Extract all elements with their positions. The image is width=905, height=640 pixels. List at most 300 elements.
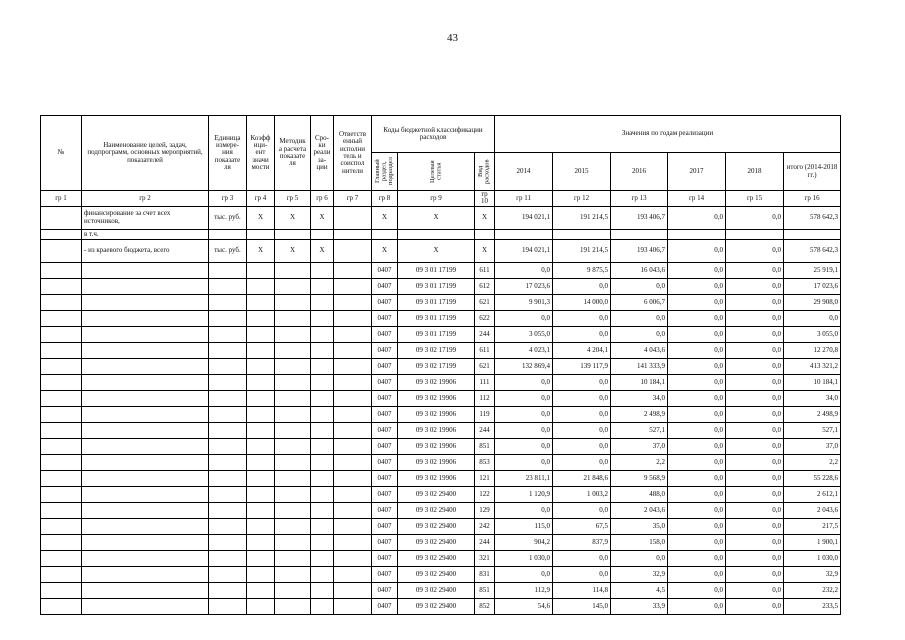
cell-article: Х [398, 206, 475, 229]
cell-unit [209, 406, 247, 422]
cell-section: 0407 [372, 566, 398, 582]
cell-unit [209, 598, 247, 614]
cell-name [82, 422, 209, 438]
cell-name [82, 278, 209, 294]
cell-v2016: 0,0 [611, 326, 668, 342]
cell-method [275, 358, 311, 374]
cell-name: в т.ч. [82, 229, 209, 239]
cell-section: 0407 [372, 422, 398, 438]
cell-num [41, 438, 82, 454]
cell-num [41, 390, 82, 406]
summary-row [41, 229, 841, 239]
cell-article: 09 3 02 17199 [398, 358, 475, 374]
cell-section [372, 229, 398, 239]
cell-v2018: 0,0 [726, 206, 784, 229]
cell-name [82, 454, 209, 470]
cell-article: 09 3 02 19906 [398, 422, 475, 438]
cell-coef: Х [247, 206, 275, 229]
cell-term [311, 438, 334, 454]
column-number: гр 10 [475, 191, 495, 207]
cell-v2017: 0,0 [668, 598, 726, 614]
cell-v2016: 10 184,1 [611, 374, 668, 390]
cell-v2018: 0,0 [726, 518, 784, 534]
cell-num [41, 566, 82, 582]
cell-v2014: 0,0 [495, 438, 553, 454]
cell-term [311, 486, 334, 502]
cell-num [41, 454, 82, 470]
cell-term [311, 229, 334, 239]
cell-unit [209, 566, 247, 582]
cell-section: 0407 [372, 598, 398, 614]
table-row [41, 422, 841, 438]
cell-v2015: 0,0 [553, 454, 611, 470]
cell-name [82, 550, 209, 566]
cell-resp [334, 262, 372, 278]
cell-method [275, 422, 311, 438]
cell-total: 12 270,8 [784, 342, 841, 358]
header-year-2016: 2016 [611, 153, 668, 191]
cell-v2014: 0,0 [495, 374, 553, 390]
cell-v2014: 904,2 [495, 534, 553, 550]
cell-term [311, 358, 334, 374]
cell-num [41, 278, 82, 294]
cell-v2017: 0,0 [668, 502, 726, 518]
cell-method [275, 278, 311, 294]
cell-v2017: 0,0 [668, 262, 726, 278]
cell-term [311, 470, 334, 486]
cell-total: 2,2 [784, 454, 841, 470]
cell-coef [247, 438, 275, 454]
table-row [41, 294, 841, 310]
cell-method [275, 550, 311, 566]
cell-method [275, 502, 311, 518]
cell-total: 2 612,1 [784, 486, 841, 502]
cell-unit: тыс. руб. [209, 239, 247, 262]
cell-name [82, 502, 209, 518]
cell-term [311, 454, 334, 470]
cell-v2016: 0,0 [611, 550, 668, 566]
header-year-2015: 2015 [553, 153, 611, 191]
cell-v2016: 16 043,6 [611, 262, 668, 278]
cell-article: 09 3 02 29400 [398, 598, 475, 614]
header-code-type: Вид расходов [477, 159, 491, 184]
cell-section: 0407 [372, 294, 398, 310]
cell-total: 0,0 [784, 310, 841, 326]
cell-unit [209, 342, 247, 358]
column-number: гр 16 [784, 191, 841, 207]
cell-name [82, 438, 209, 454]
cell-name [82, 406, 209, 422]
cell-v2018: 0,0 [726, 239, 784, 262]
cell-resp [334, 486, 372, 502]
cell-article: 09 3 02 19906 [398, 406, 475, 422]
cell-type: 112 [475, 390, 495, 406]
cell-num [41, 470, 82, 486]
cell-num [41, 326, 82, 342]
cell-total: 217,5 [784, 518, 841, 534]
cell-coef [247, 262, 275, 278]
cell-total: 1 900,1 [784, 534, 841, 550]
cell-coef: Х [247, 239, 275, 262]
cell-type: 622 [475, 310, 495, 326]
cell-v2016: 193 406,7 [611, 239, 668, 262]
cell-term [311, 390, 334, 406]
cell-num [41, 550, 82, 566]
cell-v2018: 0,0 [726, 326, 784, 342]
cell-total: 527,1 [784, 422, 841, 438]
cell-name [82, 374, 209, 390]
cell-method [275, 342, 311, 358]
cell-term [311, 310, 334, 326]
cell-coef [247, 342, 275, 358]
cell-v2015: 0,0 [553, 502, 611, 518]
cell-section: 0407 [372, 582, 398, 598]
cell-resp [334, 294, 372, 310]
table-row [41, 390, 841, 406]
cell-resp [334, 566, 372, 582]
cell-unit [209, 438, 247, 454]
table-row [41, 486, 841, 502]
cell-v2015: 0,0 [553, 422, 611, 438]
cell-term [311, 326, 334, 342]
cell-total: 413 321,2 [784, 358, 841, 374]
cell-resp [334, 229, 372, 239]
cell-coef [247, 422, 275, 438]
cell-coef [247, 326, 275, 342]
cell-resp [334, 406, 372, 422]
cell-term [311, 550, 334, 566]
cell-v2017: 0,0 [668, 294, 726, 310]
cell-unit [209, 454, 247, 470]
cell-unit [209, 326, 247, 342]
column-number: гр 8 [372, 191, 398, 207]
cell-name: - из краевого бюджета, всего [82, 239, 209, 262]
cell-resp [334, 422, 372, 438]
cell-resp [334, 454, 372, 470]
cell-num [41, 294, 82, 310]
cell-v2017: 0,0 [668, 422, 726, 438]
cell-section: 0407 [372, 470, 398, 486]
cell-unit [209, 294, 247, 310]
cell-term [311, 342, 334, 358]
cell-v2014: 9 901,3 [495, 294, 553, 310]
cell-method [275, 534, 311, 550]
cell-unit [209, 374, 247, 390]
header-year-2014: 2014 [495, 153, 553, 191]
cell-method: Х [275, 206, 311, 229]
cell-name [82, 390, 209, 406]
table-row [41, 278, 841, 294]
cell-coef [247, 294, 275, 310]
cell-coef [247, 566, 275, 582]
cell-section: Х [372, 239, 398, 262]
cell-v2017: 0,0 [668, 278, 726, 294]
cell-article: 09 3 02 29400 [398, 566, 475, 582]
cell-v2014: 115,0 [495, 518, 553, 534]
header-codes: Коды бюджетной классификации расходов [372, 116, 495, 153]
cell-section: 0407 [372, 374, 398, 390]
column-number: гр 4 [247, 191, 275, 207]
cell-v2016: 0,0 [611, 310, 668, 326]
cell-v2017: 0,0 [668, 390, 726, 406]
header-num: № [41, 116, 82, 191]
cell-v2015: 145,0 [553, 598, 611, 614]
cell-v2018: 0,0 [726, 438, 784, 454]
cell-resp [334, 239, 372, 262]
cell-unit [209, 534, 247, 550]
cell-v2017: 0,0 [668, 582, 726, 598]
cell-article: 09 3 02 29400 [398, 550, 475, 566]
cell-num [41, 502, 82, 518]
table-row [41, 342, 841, 358]
cell-type: 244 [475, 326, 495, 342]
cell-v2016: 141 333,9 [611, 358, 668, 374]
cell-article: 09 3 02 19906 [398, 438, 475, 454]
cell-v2014: 1 120,9 [495, 486, 553, 502]
cell-v2014: 0,0 [495, 502, 553, 518]
cell-v2015: 139 117,9 [553, 358, 611, 374]
column-number: гр 3 [209, 191, 247, 207]
cell-type: 121 [475, 470, 495, 486]
cell-resp [334, 470, 372, 486]
cell-v2015: 0,0 [553, 374, 611, 390]
cell-name [82, 294, 209, 310]
cell-v2018: 0,0 [726, 262, 784, 278]
cell-num [41, 342, 82, 358]
cell-v2015: 0,0 [553, 326, 611, 342]
cell-v2017: 0,0 [668, 326, 726, 342]
table-row [41, 262, 841, 278]
cell-coef [247, 550, 275, 566]
cell-resp [334, 206, 372, 229]
cell-v2018: 0,0 [726, 310, 784, 326]
table-row [41, 566, 841, 582]
table-row [41, 518, 841, 534]
header-year-2017: 2017 [668, 153, 726, 191]
table-row [41, 598, 841, 614]
cell-total: 232,2 [784, 582, 841, 598]
cell-term [311, 534, 334, 550]
header-method: Методик а расчета показате ля [275, 116, 311, 191]
cell-section: 0407 [372, 438, 398, 454]
cell-resp [334, 534, 372, 550]
cell-total: 25 919,1 [784, 262, 841, 278]
cell-unit [209, 310, 247, 326]
cell-v2018: 0,0 [726, 454, 784, 470]
cell-resp [334, 342, 372, 358]
cell-name [82, 342, 209, 358]
cell-v2018: 0,0 [726, 374, 784, 390]
cell-resp [334, 502, 372, 518]
table-row [41, 406, 841, 422]
cell-section: 0407 [372, 262, 398, 278]
cell-term: Х [311, 239, 334, 262]
cell-article: 09 3 02 29400 [398, 486, 475, 502]
column-number-row [41, 191, 841, 207]
cell-total: 2 498,9 [784, 406, 841, 422]
cell-coef [247, 534, 275, 550]
cell-section: 0407 [372, 518, 398, 534]
cell-coef [247, 454, 275, 470]
cell-type [475, 229, 495, 239]
table-row [41, 534, 841, 550]
cell-v2017: 0,0 [668, 342, 726, 358]
cell-type: 611 [475, 262, 495, 278]
cell-v2015: 0,0 [553, 278, 611, 294]
cell-name [82, 486, 209, 502]
cell-name [82, 566, 209, 582]
cell-v2017: 0,0 [668, 550, 726, 566]
cell-num [41, 406, 82, 422]
cell-resp [334, 518, 372, 534]
cell-resp [334, 358, 372, 374]
cell-section: 0407 [372, 390, 398, 406]
cell-term [311, 598, 334, 614]
cell-num [41, 229, 82, 239]
cell-v2014: 4 023,1 [495, 342, 553, 358]
cell-coef [247, 518, 275, 534]
cell-term [311, 422, 334, 438]
cell-v2014: 0,0 [495, 566, 553, 582]
table-row [41, 374, 841, 390]
cell-total: 578 642,3 [784, 239, 841, 262]
cell-v2016: 32,9 [611, 566, 668, 582]
column-number: гр 12 [553, 191, 611, 207]
cell-v2016: 158,0 [611, 534, 668, 550]
cell-v2018: 0,0 [726, 342, 784, 358]
cell-unit [209, 262, 247, 278]
table-row [41, 582, 841, 598]
cell-v2017: 0,0 [668, 486, 726, 502]
cell-v2016: 2 498,9 [611, 406, 668, 422]
header-coef: Коэфф ици-ент значи мости [247, 116, 275, 191]
cell-v2014: 194 021,1 [495, 206, 553, 229]
cell-v2015: 114,8 [553, 582, 611, 598]
cell-name [82, 598, 209, 614]
cell-method [275, 262, 311, 278]
cell-method [275, 406, 311, 422]
cell-v2014: 54,6 [495, 598, 553, 614]
cell-num [41, 374, 82, 390]
cell-method [275, 470, 311, 486]
header-unit: Единица измере-ния показате ля [209, 116, 247, 191]
cell-num [41, 262, 82, 278]
cell-v2016: 9 568,9 [611, 470, 668, 486]
cell-v2015: 14 000,0 [553, 294, 611, 310]
cell-article: 09 3 01 17199 [398, 326, 475, 342]
table-row [41, 502, 841, 518]
cell-coef [247, 406, 275, 422]
cell-total: 29 908,0 [784, 294, 841, 310]
cell-v2016: 2,2 [611, 454, 668, 470]
cell-v2017: 0,0 [668, 374, 726, 390]
cell-v2015 [553, 229, 611, 239]
cell-method [275, 374, 311, 390]
cell-method [275, 390, 311, 406]
header-year-2018: 2018 [726, 153, 784, 191]
cell-v2016: 0,0 [611, 278, 668, 294]
header-code-article-cell [398, 153, 475, 191]
cell-name [82, 358, 209, 374]
cell-v2018: 0,0 [726, 358, 784, 374]
cell-type: 831 [475, 566, 495, 582]
cell-total: 2 043,6 [784, 502, 841, 518]
cell-total: 3 055,0 [784, 326, 841, 342]
table-row [41, 470, 841, 486]
column-number: гр 15 [726, 191, 784, 207]
cell-v2017: 0,0 [668, 566, 726, 582]
cell-type: 244 [475, 422, 495, 438]
cell-unit [209, 390, 247, 406]
cell-v2017: 0,0 [668, 406, 726, 422]
cell-v2014: 0,0 [495, 390, 553, 406]
cell-v2016: 527,1 [611, 422, 668, 438]
cell-v2016: 4 043,6 [611, 342, 668, 358]
cell-num [41, 534, 82, 550]
cell-v2018: 0,0 [726, 486, 784, 502]
header-code-section-cell [372, 153, 398, 191]
cell-v2014: 0,0 [495, 454, 553, 470]
cell-coef [247, 278, 275, 294]
cell-num [41, 518, 82, 534]
cell-type: 611 [475, 342, 495, 358]
cell-method [275, 566, 311, 582]
cell-term [311, 406, 334, 422]
cell-unit [209, 422, 247, 438]
cell-article: 09 3 02 19906 [398, 374, 475, 390]
table-row [41, 358, 841, 374]
cell-total: 1 030,0 [784, 550, 841, 566]
column-number: гр 9 [398, 191, 475, 207]
cell-v2015: 191 214,5 [553, 206, 611, 229]
cell-coef [247, 229, 275, 239]
cell-article: 09 3 02 19906 [398, 390, 475, 406]
cell-v2018: 0,0 [726, 550, 784, 566]
cell-name [82, 470, 209, 486]
cell-name [82, 582, 209, 598]
cell-v2018: 0,0 [726, 470, 784, 486]
cell-v2017: 0,0 [668, 310, 726, 326]
cell-section: 0407 [372, 454, 398, 470]
cell-total: 233,5 [784, 598, 841, 614]
cell-v2017: 0,0 [668, 206, 726, 229]
cell-resp [334, 326, 372, 342]
cell-total [784, 229, 841, 239]
cell-v2015: 0,0 [553, 310, 611, 326]
cell-unit [209, 278, 247, 294]
cell-method [275, 438, 311, 454]
cell-type: Х [475, 239, 495, 262]
cell-total: 55 228,6 [784, 470, 841, 486]
cell-coef [247, 358, 275, 374]
cell-article: 09 3 02 29400 [398, 518, 475, 534]
column-number: гр 5 [275, 191, 311, 207]
cell-method: Х [275, 239, 311, 262]
cell-v2014: 0,0 [495, 422, 553, 438]
cell-name [82, 518, 209, 534]
cell-resp [334, 598, 372, 614]
cell-type: 129 [475, 502, 495, 518]
cell-coef [247, 374, 275, 390]
cell-name [82, 534, 209, 550]
cell-v2016: 2 043,6 [611, 502, 668, 518]
cell-type: 612 [475, 278, 495, 294]
cell-section: 0407 [372, 502, 398, 518]
cell-v2018: 0,0 [726, 406, 784, 422]
cell-v2014: 1 030,0 [495, 550, 553, 566]
cell-term [311, 278, 334, 294]
cell-resp [334, 310, 372, 326]
